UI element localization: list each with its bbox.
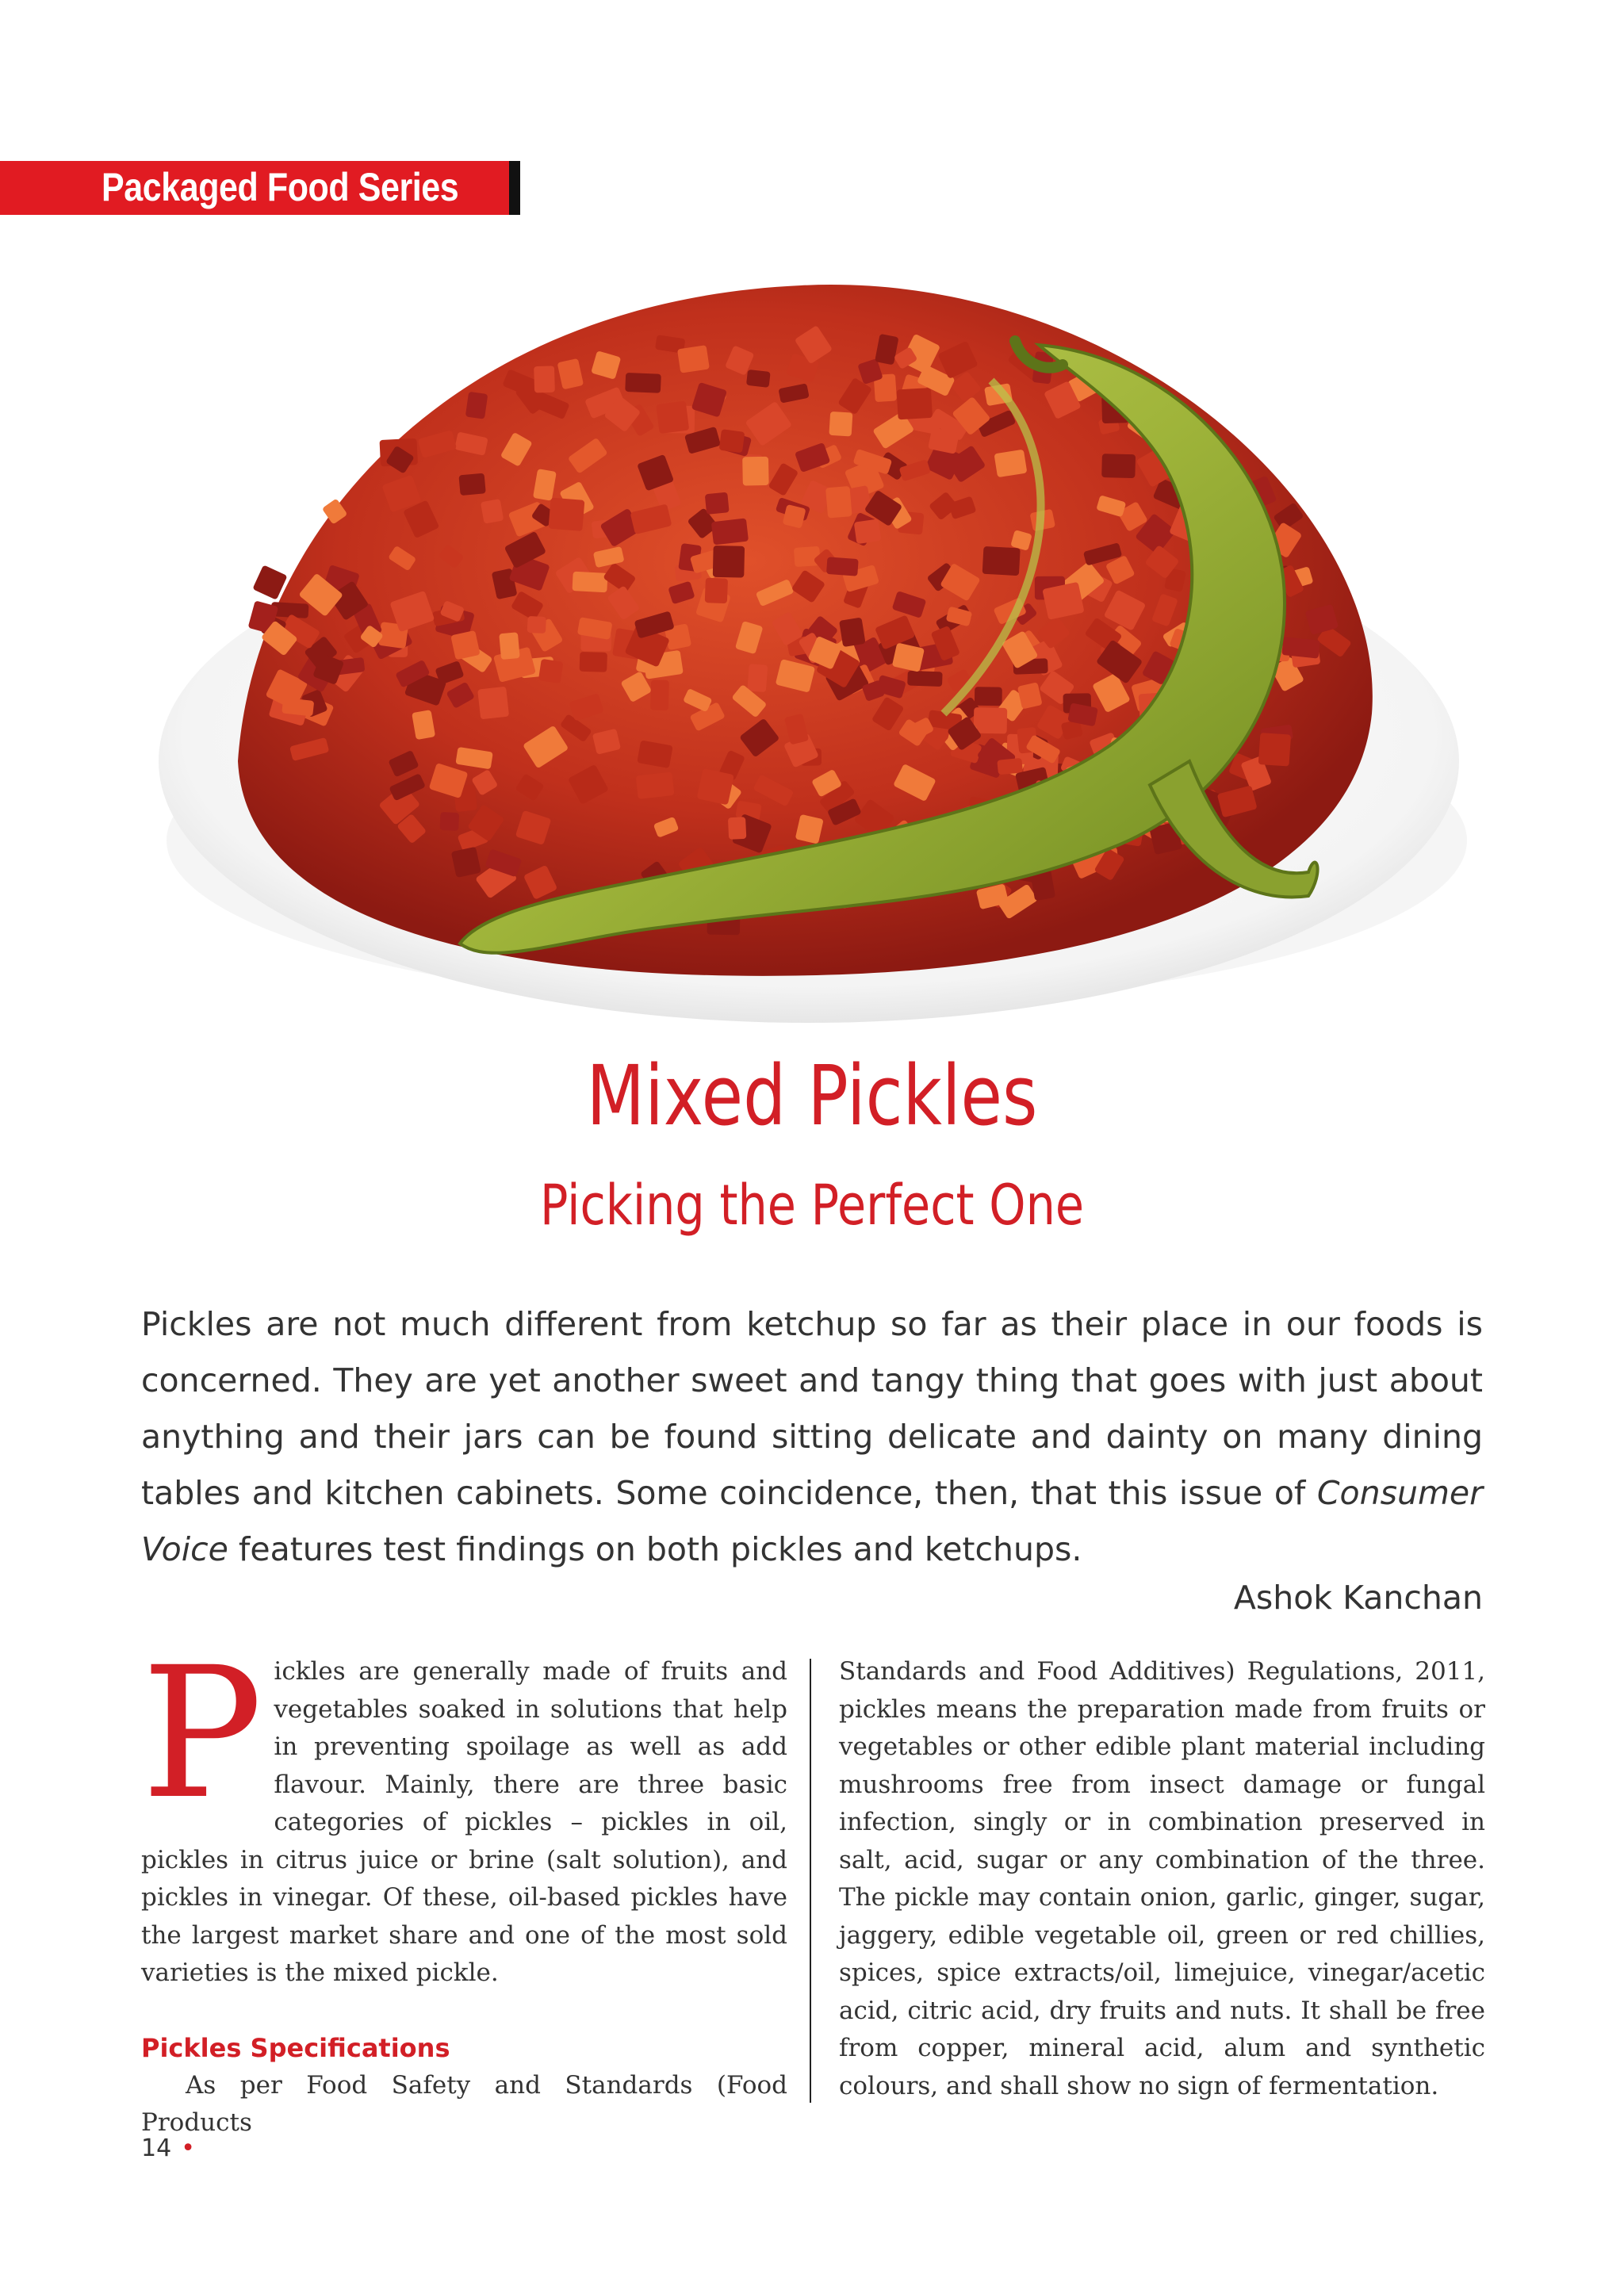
intro-text-start: Pickles are not much different from ketchup so far as their place in our foods is concerned. They are yet another sweet and tangy thing that goes with just about anything and their jars can be found sitting delicate and dainty on many dining tables and kitchen cabinets. Some coincidence, then, that this issue of bbox=[141, 1305, 1483, 1512]
column-divider bbox=[810, 1659, 811, 2103]
pickle-chunk bbox=[549, 498, 585, 531]
pickle-chunk bbox=[677, 345, 710, 373]
pickle-chunk bbox=[982, 546, 1021, 576]
bullet-icon: • bbox=[181, 2134, 195, 2162]
pickle-chunk bbox=[450, 630, 480, 660]
pickle-chunk bbox=[527, 616, 546, 634]
pickle-chunk bbox=[705, 492, 730, 515]
pickle-chunk bbox=[839, 618, 866, 648]
pickle-chunk bbox=[1281, 637, 1320, 659]
pickle-chunk bbox=[534, 366, 555, 392]
pickle-chunk bbox=[994, 450, 1027, 478]
pickle-chunk bbox=[711, 518, 749, 545]
pickle-chunk bbox=[282, 698, 314, 717]
series-label: Packaged Food Series bbox=[102, 165, 459, 209]
pickle-chunk bbox=[907, 671, 942, 687]
pickle-chunk bbox=[854, 519, 882, 544]
body-paragraph bbox=[141, 1628, 787, 1993]
mixed-pickle-plate-image bbox=[119, 270, 1483, 1047]
left-column bbox=[141, 1628, 787, 2142]
article-title: Mixed Pickles bbox=[586, 1047, 1038, 1144]
pickle-chunk bbox=[742, 457, 768, 486]
page-footer bbox=[141, 2133, 195, 2165]
drop-cap: P bbox=[141, 1628, 263, 1839]
intro-text-end: features test findings on both pickles and ketchups. bbox=[228, 1530, 1082, 1568]
pickle-chunk bbox=[465, 392, 488, 419]
pickle-chunk bbox=[728, 817, 746, 840]
pickle-chunk bbox=[997, 758, 1023, 775]
pickle-chunk bbox=[1101, 454, 1136, 478]
body-paragraph: Standards and Food Additives) Regulations, 2011, pickles means the preparation made from fruits or vegetables or other edible plant material including mushrooms free from insect damage or fungal infection, singly or in combination preserved in salt, acid, sugar or any combination of the three. The pickle may contain onion, garlic, ginger, sugar, jaggery, edible vegetable oil, green or red chillies, spices, spice extracts/oil, limejuice, vinegar/acetic acid, citric acid, dry fruits and nuts. It shall be free from copper, mineral acid, alum and synthetic colours, and shall show no sign of fermentation. bbox=[839, 1657, 1485, 2100]
pickle-chunk bbox=[747, 664, 768, 692]
pickle-chunk bbox=[481, 499, 504, 524]
pickle-chunk bbox=[458, 473, 485, 496]
pickle-chunk bbox=[794, 546, 821, 567]
pickle-chunk bbox=[580, 652, 607, 672]
pickle-chunk bbox=[440, 812, 460, 831]
body-paragraph-text: ickles are generally made of fruits and vegetables soaked in solutions that help in preventing spoilage as well as add flavour. Mainly, there are three basic categories of pickles – pickles in oil, pickles in citrus juice or brine (salt solution), and pickles in vinegar. Of these, oil-based pickles have the largest market share and one of the most sold varieties is the mixed pickle. bbox=[141, 1657, 787, 1987]
body-paragraph: As per Food Safety and Standards (Food Products bbox=[141, 2070, 787, 2137]
pickle-chunk bbox=[826, 557, 859, 576]
pickle-chunk bbox=[974, 707, 1008, 733]
intro-magazine-name: Consumer Voice bbox=[141, 1474, 1483, 1568]
pickle-chunk bbox=[719, 429, 745, 453]
pickle-chunk bbox=[477, 687, 509, 720]
right-column bbox=[839, 1653, 1485, 2105]
pickle-chunk bbox=[1258, 733, 1291, 767]
pickle-chunk bbox=[636, 771, 675, 799]
section-heading: Pickles Specifications bbox=[141, 2032, 450, 2063]
intro-paragraph bbox=[141, 1296, 1483, 1578]
pickle-chunk bbox=[897, 388, 933, 419]
pickle-chunk bbox=[656, 401, 689, 435]
pickle-chunk bbox=[625, 373, 661, 393]
pickle-chunk bbox=[650, 680, 669, 710]
pickle-chunk bbox=[705, 578, 728, 603]
article-subtitle: Picking the Perfect One bbox=[539, 1173, 1085, 1238]
pickle-chunk bbox=[713, 546, 745, 578]
pickle-chunk bbox=[746, 369, 771, 388]
pickle-chunk bbox=[573, 572, 608, 593]
pickle-chunk bbox=[697, 768, 734, 806]
page-number: 14 bbox=[141, 2134, 172, 2162]
author-byline: Ashok Kanchan bbox=[1233, 1579, 1483, 1617]
pickle-chunk bbox=[829, 412, 852, 437]
pickle-chunk bbox=[538, 659, 564, 683]
pickle-chunk bbox=[825, 486, 852, 519]
pickle-chunk bbox=[499, 632, 519, 660]
pickle-chunk bbox=[975, 687, 1002, 706]
